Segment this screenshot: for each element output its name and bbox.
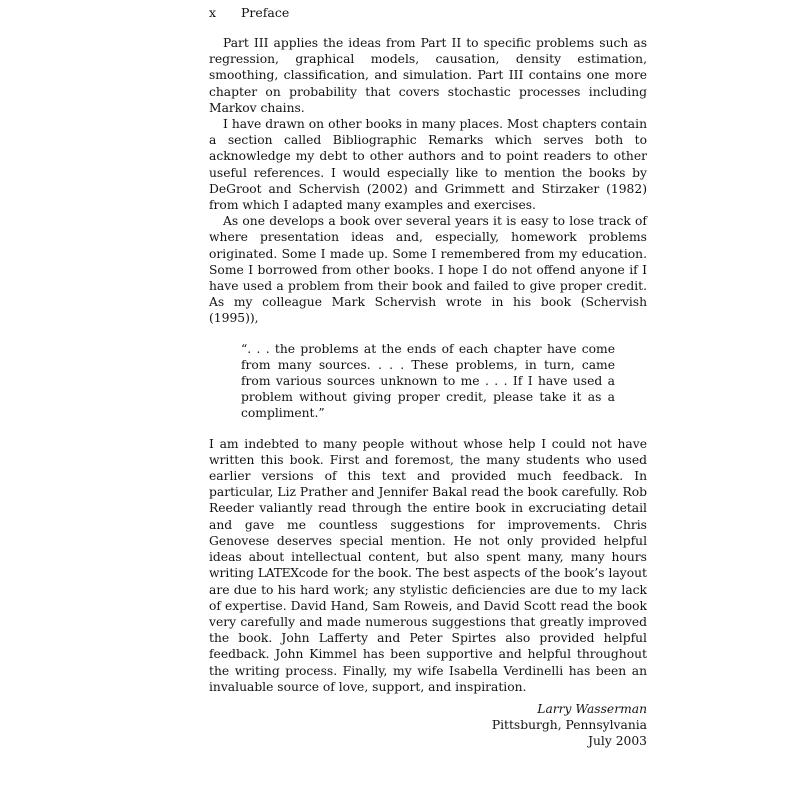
acknowledgements-text-2: code for the book. The best aspects of the book’s layout are due to his hard work; any stylistic deficiencies are due to my lack of expertise. David Hand, Sam Roweis, and David Scott read the book very carefully and made numerous suggestions that greatly improved the book. John Lafferty and Peter Spirtes also provided helpful feedback. John Kimmel has been supportive and helpful throughout the writing process. Finally, my wife Isabella Verdinelli has been an invaluable source of love, support, and inspiration.	[209, 566, 647, 694]
author-name: Larry Wasserman	[537, 701, 647, 716]
block-quote	[241, 341, 615, 422]
signature-date: July 2003	[588, 733, 647, 748]
paragraph-part-iii: Part III applies the ideas from Part II to specific problems such as regression, graphical models, causation, density estimation, smoothing, classification, and simulation. Part III contains one more chapter on probability that covers stochastic processes including Markov chains.	[209, 36, 647, 115]
paragraph-bibliographic-remarks: I have drawn on other books in many places. Most chapters contain a section called Bibliographic Remarks which serves both to acknowledge my debt to other authors and to point readers to other useful references. I would especially like to mention the books by DeGroot and Schervish (2002) and Grimmett and Stirzaker (1982) from which I adapted many examples and exercises.	[209, 117, 647, 213]
page-number: x	[209, 5, 217, 20]
running-header	[209, 5, 289, 21]
author-location: Pittsburgh, Pennsylvania	[491, 717, 647, 732]
paragraph-acknowledgements	[209, 436, 647, 695]
latex-logo: LATEX	[257, 566, 299, 581]
quote-text: “. . . the problems at the ends of each chapter have come from many sources. . . . These problems, in turn, came from various sources unknown to me . . . If I have used a problem without giving proper credit, please take it as a compliment.”	[241, 341, 615, 421]
signature-block	[209, 701, 647, 749]
paragraph-problem-origins: As one develops a book over several years it is easy to lose track of where presentation ideas and, especially, homework problems originated. Some I made up. Some I remembered from my education. Some I borrowed from other books. I hope I do not offend anyone if I have used a problem from their book and failed to give proper credit. As my colleague Mark Schervish wrote in his book (Schervish (1995)),	[209, 214, 647, 326]
running-title: Preface	[241, 5, 290, 20]
acknowledgements-text-1: I am indebted to many people without whose help I could not have written this book. First and foremost, the many students who used earlier versions of this text and provided much feedback. In particular, Liz Prather and Jennifer Bakal read the book carefully. Rob Reeder valiantly read through the entire book in excruciating detail and gave me countless suggestions for improvements. Chris Genovese deserves special mention. He not only provided helpful ideas about intellectual content, but also spent many, many hours writing	[209, 436, 647, 581]
page-body	[209, 35, 647, 749]
